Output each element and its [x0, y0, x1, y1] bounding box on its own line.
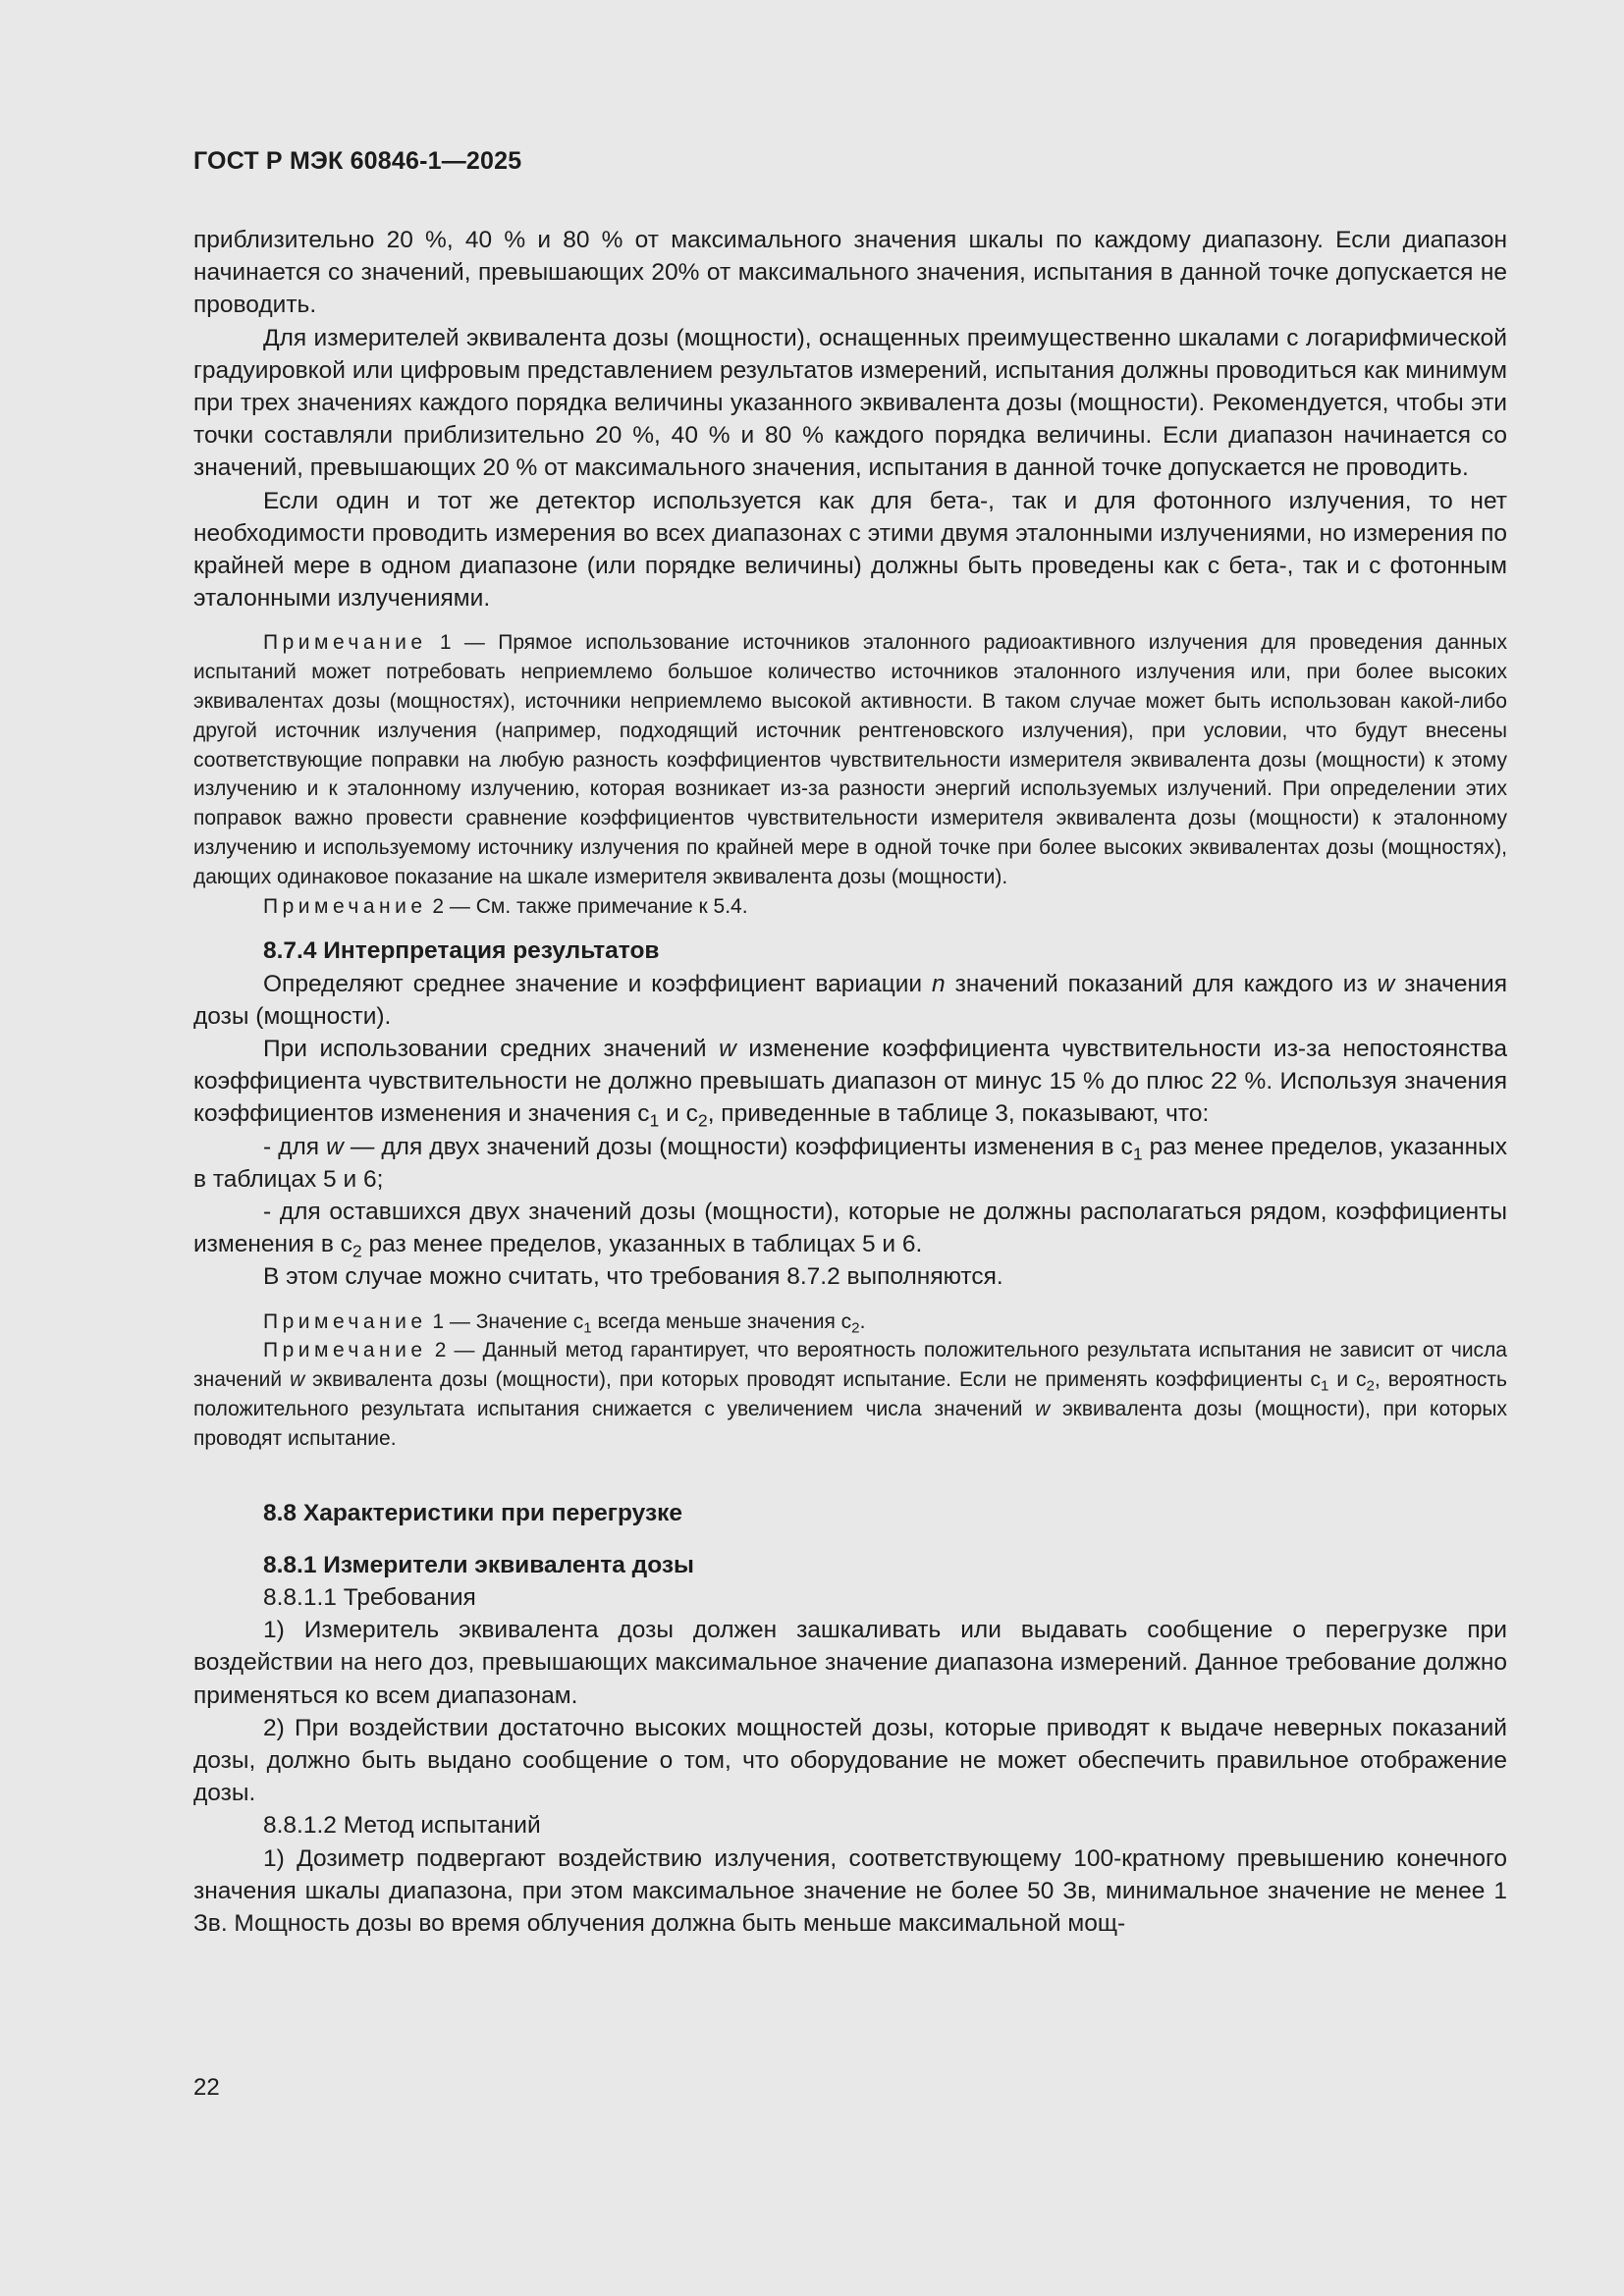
note-number: 2 — [426, 1339, 483, 1362]
paragraph-p3: Если один и тот же детектор используется как для бета-, так и для фотонного излучения, то нет необходимости проводить измерения во всех диапазонах с этими двумя эталонными излучениями, но измерения по крайней мере в одном диапазоне (или порядке величины) должны быть проведены как с бета-, так и с фотонным эталонными излучениями. [193, 487, 1507, 613]
paragraph-p2: Для измерителей эквивалента дозы (мощности), оснащенных преимущественно шкалами с логарифмической градуировкой или цифровым представлением результатов измерений, испытания должны проводиться как минимум при трех значениях каждого порядка величины указанного эквивалента дозы (мощности). Рекомендуется, чтобы эти точки составляли приблизительно 20 %, 40 % и 80 % каждого порядка величины. Если диапазон начинается со значений, превышающих 20 % от максимального значения, испытания в данной точке допускается не проводить. [193, 324, 1507, 482]
text-run: раз менее пределов, указанных в таблицах 5 и 6. [361, 1231, 923, 1258]
subscript-1: 1 [649, 1110, 660, 1131]
paragraph-874c: В этом случае можно считать, что требования 8.7.2 выполняются. [263, 1263, 1003, 1291]
text-run: эквивалента дозы (мощности), при которых проводят испытание. [193, 1398, 1508, 1450]
note-number: 1 — [426, 1309, 476, 1333]
subscript-1: 1 [583, 1319, 592, 1337]
text-run: всегда меньше значения c [591, 1309, 852, 1333]
text-run: . [859, 1309, 866, 1333]
paragraph-874b [193, 1033, 1507, 1131]
heading-8-8-1-2: 8.8.1.2 Метод испытаний [263, 1812, 541, 1840]
paragraph-874a [193, 968, 1507, 1033]
requirement-2: 2) При воздействии достаточно высоких мощностей дозы, которые приводят к выдаче неверных показаний дозы, должно быть выдано сообщение о том, что оборудование не может обеспечить правильное отображение дозы. [193, 1714, 1507, 1807]
subscript-2: 2 [851, 1319, 860, 1337]
text-run: — для двух значений дозы (мощности) коэффициенты изменения в c [343, 1133, 1133, 1160]
subscript-2: 2 [697, 1110, 708, 1131]
requirement-1: 1) Измеритель эквивалента дозы должен зашкаливать или выдавать сообщение о перегрузке при воздействии на него доз, превышающих максимальное значение диапазона измерений. Данное требование должно применяться ко всем диапазонам. [193, 1617, 1507, 1709]
paragraph-p1: приблизительно 20 %, 40 % и 80 % от максимального значения шкалы по каждому диапазону. Если диапазон начинается со значений, превышающих 20% от максимального значения, испытания в данной точке допускается не проводить. [193, 227, 1507, 319]
note-label: Примечание [263, 1339, 427, 1362]
text-run: и c [659, 1100, 698, 1128]
text-run: эквивалента дозы (мощности), при которых проводят испытание. Если не применять коэффициенты c [304, 1368, 1322, 1392]
subscript-1: 1 [1132, 1143, 1143, 1163]
heading-8-8: 8.8 Характеристики при перегрузке [263, 1499, 683, 1526]
subscript-2: 2 [352, 1241, 362, 1261]
text-run: Значение c [475, 1309, 584, 1333]
variable-n: n [932, 970, 946, 997]
text-run: Определяют среднее значение и коэффициент вариации [263, 970, 933, 997]
page-number: 22 [193, 2074, 220, 2101]
note-label: Примечание [263, 1309, 427, 1333]
text-run: Данный метод гарантирует, что вероятность положительного результата испытания не зависит от числа значений [193, 1339, 1507, 1392]
note-3 [193, 1308, 1507, 1337]
document-header: ГОСТ Р МЭК 60846-1—2025 [193, 147, 522, 175]
note-label: Примечание [263, 631, 427, 655]
note-number: 1 — [426, 631, 499, 655]
variable-w: w [1035, 1398, 1051, 1421]
variable-w: w [326, 1133, 344, 1160]
subscript-2: 2 [1366, 1377, 1375, 1395]
heading-8-7-4: 8.7.4 Интерпретация результатов [263, 937, 660, 965]
text-run: При использовании средних значений [263, 1036, 720, 1063]
text-run: и c [1328, 1368, 1367, 1392]
text-run: изменение коэффициента чувствительности из-за непостоянства коэффициента чувствительности не должно превышать диапазон от минус 15 % до плюс 22 %. Используя значения коэффициентов изменения и значения c [193, 1036, 1507, 1128]
text-run: , вероятность положительного результата испытания снижается с увеличением числа значений [193, 1368, 1507, 1421]
note-label: Примечание [263, 894, 427, 918]
text-run: , приведенные в таблице 3, показывают, что: [707, 1100, 1210, 1128]
variable-w: w [290, 1368, 305, 1392]
variable-w: w [1377, 970, 1395, 997]
method-1: 1) Дозиметр подвергают воздействию излучения, соответствующему 100-кратному превышению конечного значения шкалы диапазона, при этом максимальное значение не более 50 Зв, минимальное значение не менее 1 Зв. Мощность дозы во время облучения должна быть меньше максимальной мощ- [193, 1844, 1507, 1938]
heading-8-8-1: 8.8.1 Измерители эквивалента дозы [263, 1551, 694, 1578]
text-run: значений показаний для каждого из [945, 970, 1378, 997]
note-text: См. также примечание к 5.4. [475, 894, 748, 918]
text-run: значения дозы (мощности). [193, 970, 1507, 1030]
text-run: - для [263, 1133, 327, 1160]
list-item-2 [193, 1196, 1507, 1260]
list-item-1 [193, 1131, 1507, 1196]
note-number: 2 — [426, 894, 476, 918]
note-2 [193, 892, 1507, 922]
heading-8-8-1-1: 8.8.1.1 Требования [263, 1584, 476, 1612]
text-run: - для оставшихся двух значений дозы (мощности), которые не должны располагаться рядом, коэффициенты изменения в c [193, 1199, 1507, 1258]
variable-w: w [719, 1036, 736, 1063]
note-1 [193, 628, 1507, 891]
note-4 [193, 1336, 1507, 1453]
subscript-1: 1 [1321, 1377, 1329, 1395]
note-text: Прямое использование источников эталонного радиоактивного излучения для проведения данных испытаний может потребовать неприемлемо большое количество источников эталонного излучения или, при более высоких эквивалентах дозы (мощностях), источники неприемлемо высокой активности. В таком случае может быть использован какой-либо другой источник излучения (например, подходящий источник рентгеновского излучения), при условии, что будут внесены соответствующие поправки на любую разность коэффициентов чувствительности измерителя эквивалента дозы (мощности) к этому излучению и к эталонному излучению, которая возникает из-за разности энергий используемых излучений. При определении этих поправок важно провести сравнение коэффициентов чувствительности измерителя эквивалента дозы (мощности) к эталонному излучению и используемому источнику излучения по крайней мере в одной точке при более высоких эквивалентах дозы (мощностях), дающих одинаковое показание на шкале измерителя эквивалента дозы (мощности). [193, 631, 1507, 888]
page-content [193, 224, 1507, 1940]
text-run: раз менее пределов, указанных в таблицах 5 и 6; [193, 1133, 1507, 1193]
